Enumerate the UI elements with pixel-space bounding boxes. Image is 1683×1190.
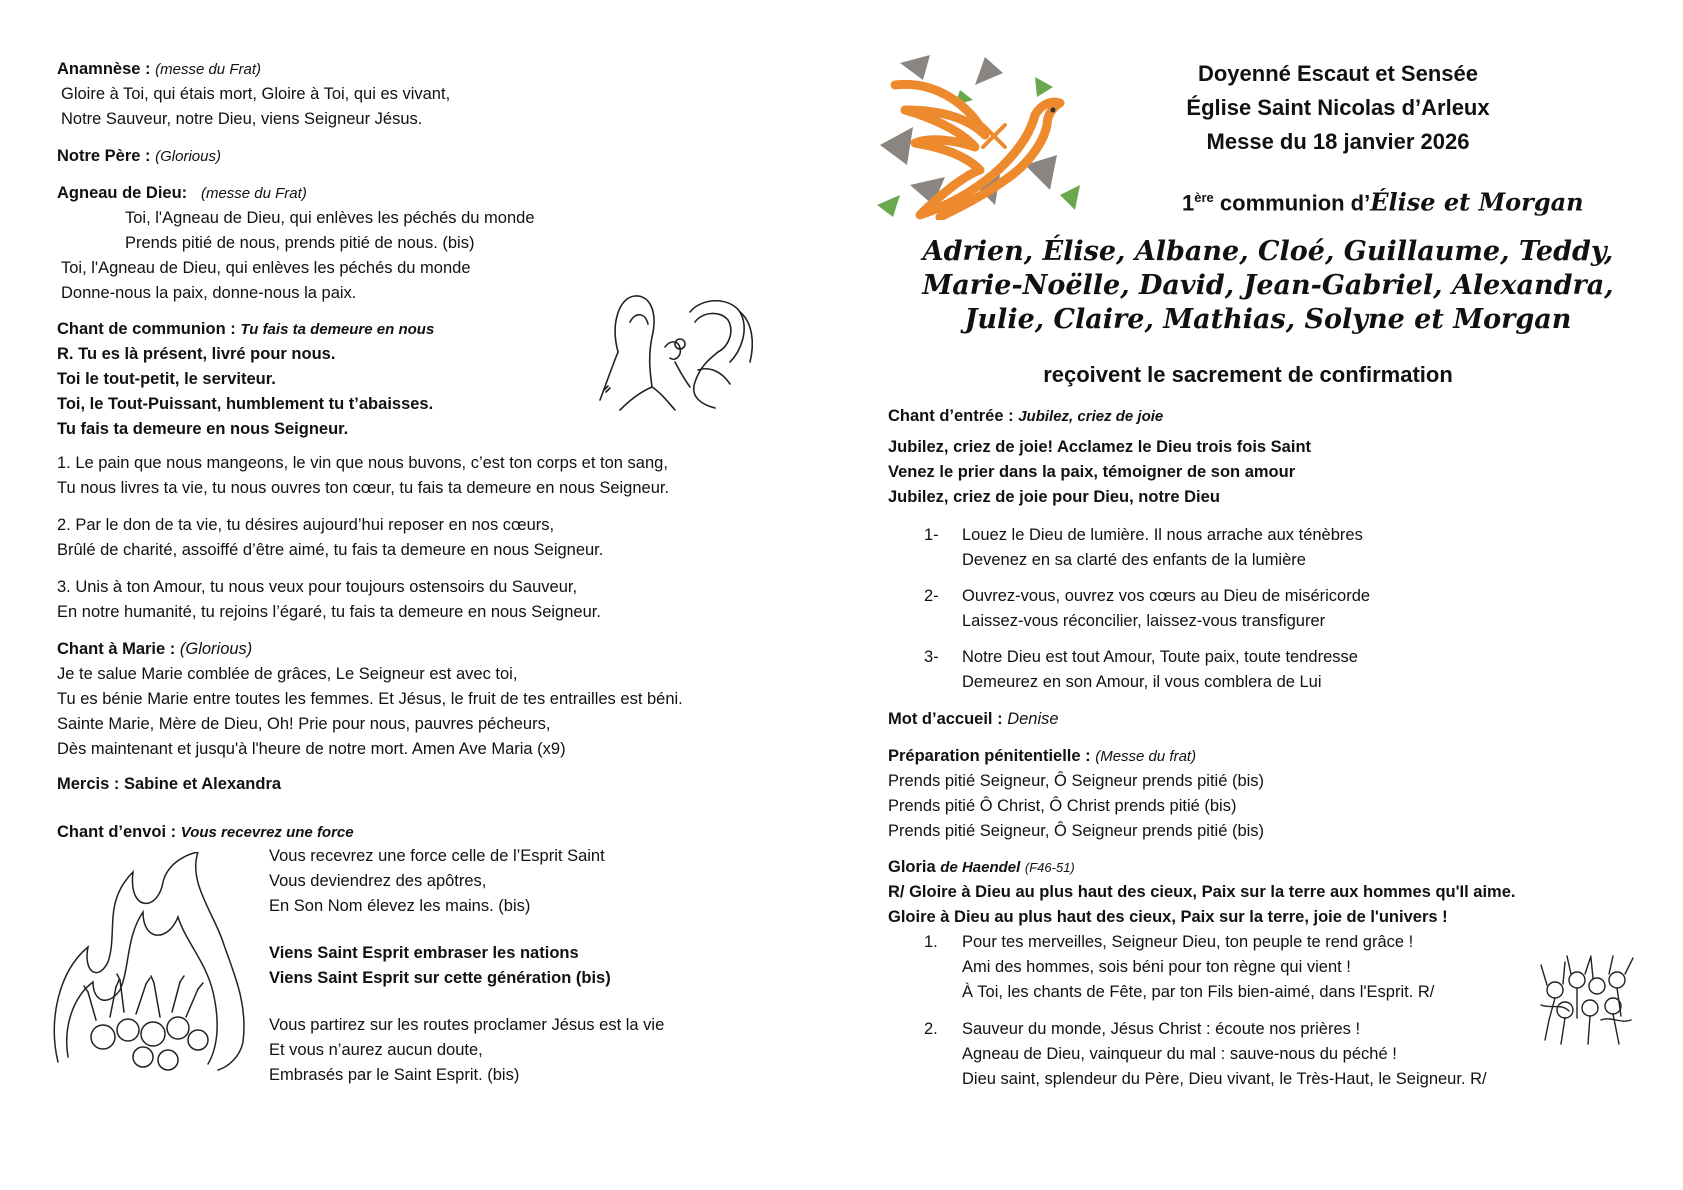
envoi-refrain-line: Viens Saint Esprit embraser les nations — [269, 944, 579, 962]
agneau-indented-line: Prends pitié de nous, prends pitié de nous. (bis) — [125, 234, 475, 252]
notre-pere-section — [57, 144, 221, 169]
penitentielle-source: (Messe du frat) — [1095, 748, 1197, 765]
entree-verse-1 — [888, 523, 1608, 573]
marie-title: Chant à Marie : — [57, 640, 176, 658]
first-communion-line — [1182, 183, 1584, 218]
gloria-composer: de Haendel — [940, 859, 1021, 876]
agneau-source: (messe du Frat) — [200, 185, 307, 202]
verse-number: 2. — [924, 1020, 938, 1038]
deanery-name: Doyenné Escaut et Sensée — [1197, 61, 1478, 86]
dove-logo — [875, 55, 1080, 220]
marie-section — [57, 637, 683, 762]
envoi-verse-line: Embrasés par le Saint Esprit. (bis) — [269, 1066, 520, 1084]
verse-line: 1. Le pain que nous mangeons, le vin que nous buvons, c’est ton corps et ton sang, — [57, 454, 668, 472]
communion-verse-3 — [57, 575, 601, 625]
communion-verse-2 — [57, 513, 603, 563]
envoi-verse-line: Vous partirez sur les routes proclamer Jésus est la vie — [269, 1016, 665, 1034]
penitentielle-line: Prends pitié Seigneur, Ô Seigneur prends pitié (bis) — [888, 772, 1265, 790]
entree-refrain-line: Venez le prier dans la paix, témoigner de son amour — [888, 463, 1296, 481]
verse-line: Pour tes merveilles, Seigneur Dieu, ton peuple te rend grâce ! — [962, 933, 1414, 951]
gloria-refrain-line: R/ Gloire à Dieu au plus haut des cieux, Paix sur la terre aux hommes qu'Il aime. — [888, 883, 1516, 901]
communion-song: Tu fais ta demeure en nous — [240, 321, 435, 338]
marie-line: Sainte Marie, Mère de Dieu, Oh! Prie pour nous, pauvres pécheurs, — [57, 715, 551, 733]
anamnese-source: (messe du Frat) — [155, 61, 261, 78]
agneau-title: Agneau de Dieu: — [57, 184, 188, 202]
verse-number: 1- — [924, 526, 939, 544]
penitentielle-section — [888, 744, 1264, 844]
envoi-verse-line: Vous deviendrez des apôtres, — [269, 872, 487, 890]
verse-line: Agneau de Dieu, vainqueur du mal : sauve-nous du péché ! — [962, 1045, 1397, 1063]
confirmands-line: Marie-Noëlle, David, Jean-Gabriel, Alexandra, — [922, 270, 1614, 301]
verse-line: Ouvrez-vous, ouvrez vos cœurs au Dieu de miséricorde — [962, 587, 1371, 605]
envoi-verse-line: En Son Nom élevez les mains. (bis) — [269, 897, 531, 915]
verse-line: Brûlé de charité, assoiffé d’être aimé, tu fais ta demeure en nous Seigneur. — [57, 541, 604, 559]
communion-section — [57, 317, 434, 442]
communion-illustration — [590, 292, 760, 412]
marie-line: Dès maintenant et jusqu'à l'heure de notre mort. Amen Ave Maria (x9) — [57, 740, 566, 758]
gloria-refrain-line: Gloire à Dieu au plus haut des cieux, Paix sur la terre, joie de l'univers ! — [888, 908, 1448, 926]
verse-line: Tu nous livres ta vie, tu nous ouvres ton cœur, tu fais ta demeure en nous Seigneur. — [57, 479, 670, 497]
verse-line: Louez le Dieu de lumière. Il nous arrache aux ténèbres — [962, 526, 1363, 544]
envoi-song: Vous recevrez une force — [180, 824, 354, 841]
communion-number: 1 — [1182, 190, 1195, 216]
flame-crowd-illustration — [48, 852, 263, 1072]
communion-refrain-line: Tu fais ta demeure en nous Seigneur. — [57, 420, 349, 438]
envoi-lyrics — [269, 844, 664, 1088]
verse-number: 3- — [924, 648, 939, 666]
parish-header — [1158, 57, 1518, 159]
marie-line: Tu es bénie Marie entre toutes les femmes. Et Jésus, le fruit de tes entrailles est béni. — [57, 690, 683, 708]
church-name: Église Saint Nicolas d’Arleux — [1186, 95, 1490, 120]
verse-line: Sauveur du monde, Jésus Christ : écoute nos prières ! — [962, 1020, 1361, 1038]
communion-refrain-line: Toi, le Tout-Puissant, humblement tu t’abaisses. — [57, 395, 434, 413]
gloria-ref: (F46-51) — [1024, 860, 1075, 875]
verse-line: 3. Unis à ton Amour, tu nous veux pour toujours ostensoirs du Sauveur, — [57, 578, 578, 596]
envoi-verse-line: Vous recevrez une force celle de l’Esprit Saint — [269, 847, 605, 865]
accueil-name: Denise — [1007, 710, 1059, 728]
communion-text: communion d’ — [1219, 190, 1371, 216]
anamnese-line: Notre Sauveur, notre Dieu, viens Seigneur Jésus. — [61, 110, 423, 128]
verse-line: Laissez-vous réconcilier, laissez-vous transfigurer — [962, 612, 1326, 630]
crowd-illustration — [1535, 950, 1640, 1050]
mercis — [57, 772, 281, 797]
confirmands-list — [888, 235, 1648, 337]
marie-line: Je te salue Marie comblée de grâces, Le Seigneur est avec toi, — [57, 665, 518, 683]
accueil-section — [888, 707, 1059, 732]
verse-line: Devenez en sa clarté des enfants de la lumière — [962, 551, 1306, 569]
entree-song: Jubilez, criez de joie — [1018, 408, 1164, 425]
envoi-section — [57, 820, 354, 845]
anamnese-section — [57, 57, 450, 132]
entree-verse-2 — [888, 584, 1608, 634]
marie-source: (Glorious) — [179, 640, 253, 658]
agneau-line: Toi, l'Agneau de Dieu, qui enlèves les péchés du monde — [61, 259, 471, 277]
penitentielle-title: Préparation pénitentielle : — [888, 747, 1091, 765]
verse-number: 1. — [924, 933, 938, 951]
verse-line: À Toi, les chants de Fête, par ton Fils bien-aimé, dans l'Esprit. R/ — [962, 983, 1435, 1001]
anamnese-title: Anamnèse : — [57, 60, 151, 78]
gloria-section — [888, 855, 1648, 1092]
entree-section — [888, 404, 1311, 510]
entree-refrain-line: Jubilez, criez de joie pour Dieu, notre Dieu — [888, 488, 1220, 506]
accueil-title: Mot d’accueil : — [888, 710, 1003, 728]
penitentielle-line: Prends pitié Ô Christ, Ô Christ prends pitié (bis) — [888, 797, 1237, 815]
entree-verse-3 — [888, 645, 1608, 695]
notre-pere-source: (Glorious) — [155, 148, 221, 165]
notre-pere-title: Notre Père : — [57, 147, 151, 165]
verse-number: 2- — [924, 587, 939, 605]
envoi-title: Chant d’envoi : — [57, 823, 177, 841]
gloria-title: Gloria — [888, 858, 936, 876]
mass-date: Messe du 18 janvier 2026 — [1206, 129, 1470, 154]
verse-line: 2. Par le don de ta vie, tu désires aujourd’hui reposer en nos cœurs, — [57, 516, 555, 534]
envoi-verse-line: Et vous n’aurez aucun doute, — [269, 1041, 483, 1059]
agneau-section — [57, 181, 535, 306]
communion-names: Élise et Morgan — [1370, 187, 1584, 217]
mercis-text: Mercis : Sabine et Alexandra — [57, 775, 282, 793]
communion-refrain-line: R. Tu es là présent, livré pour nous. — [57, 345, 336, 363]
verse-line: Ami des hommes, sois béni pour ton règne qui vient ! — [962, 958, 1351, 976]
sacrement-line: reçoivent le sacrement de confirmation — [1043, 362, 1453, 387]
entree-title: Chant d’entrée : — [888, 407, 1014, 425]
communion-refrain-line: Toi le tout-petit, le serviteur. — [57, 370, 276, 388]
anamnese-line: Gloire à Toi, qui étais mort, Gloire à Toi, qui es vivant, — [61, 85, 451, 103]
verse-line: Demeurez en son Amour, il vous comblera de Lui — [962, 673, 1322, 691]
verse-line: Dieu saint, splendeur du Père, Dieu vivant, le Très-Haut, le Seigneur. R/ — [962, 1070, 1487, 1088]
verse-line: Notre Dieu est tout Amour, Toute paix, toute tendresse — [962, 648, 1358, 666]
confirmands-line: Adrien, Élise, Albane, Cloé, Guillaume, Teddy, — [922, 236, 1614, 267]
penitentielle-line: Prends pitié Seigneur, Ô Seigneur prends pitié (bis) — [888, 822, 1265, 840]
confirmands-line: Julie, Claire, Mathias, Solyne et Morgan — [964, 304, 1572, 335]
verse-line: En notre humanité, tu rejoins l’égaré, tu fais ta demeure en nous Seigneur. — [57, 603, 601, 621]
communion-sup: ère — [1194, 190, 1214, 205]
envoi-refrain-line: Viens Saint Esprit sur cette génération (bis) — [269, 969, 611, 987]
entree-refrain-line: Jubilez, criez de joie! Acclamez le Dieu trois fois Saint — [888, 438, 1312, 456]
communion-title: Chant de communion : — [57, 320, 236, 338]
agneau-line: Donne-nous la paix, donne-nous la paix. — [61, 284, 357, 302]
agneau-indented-line: Toi, l'Agneau de Dieu, qui enlèves les péchés du monde — [125, 209, 535, 227]
communion-verse-1 — [57, 451, 669, 501]
